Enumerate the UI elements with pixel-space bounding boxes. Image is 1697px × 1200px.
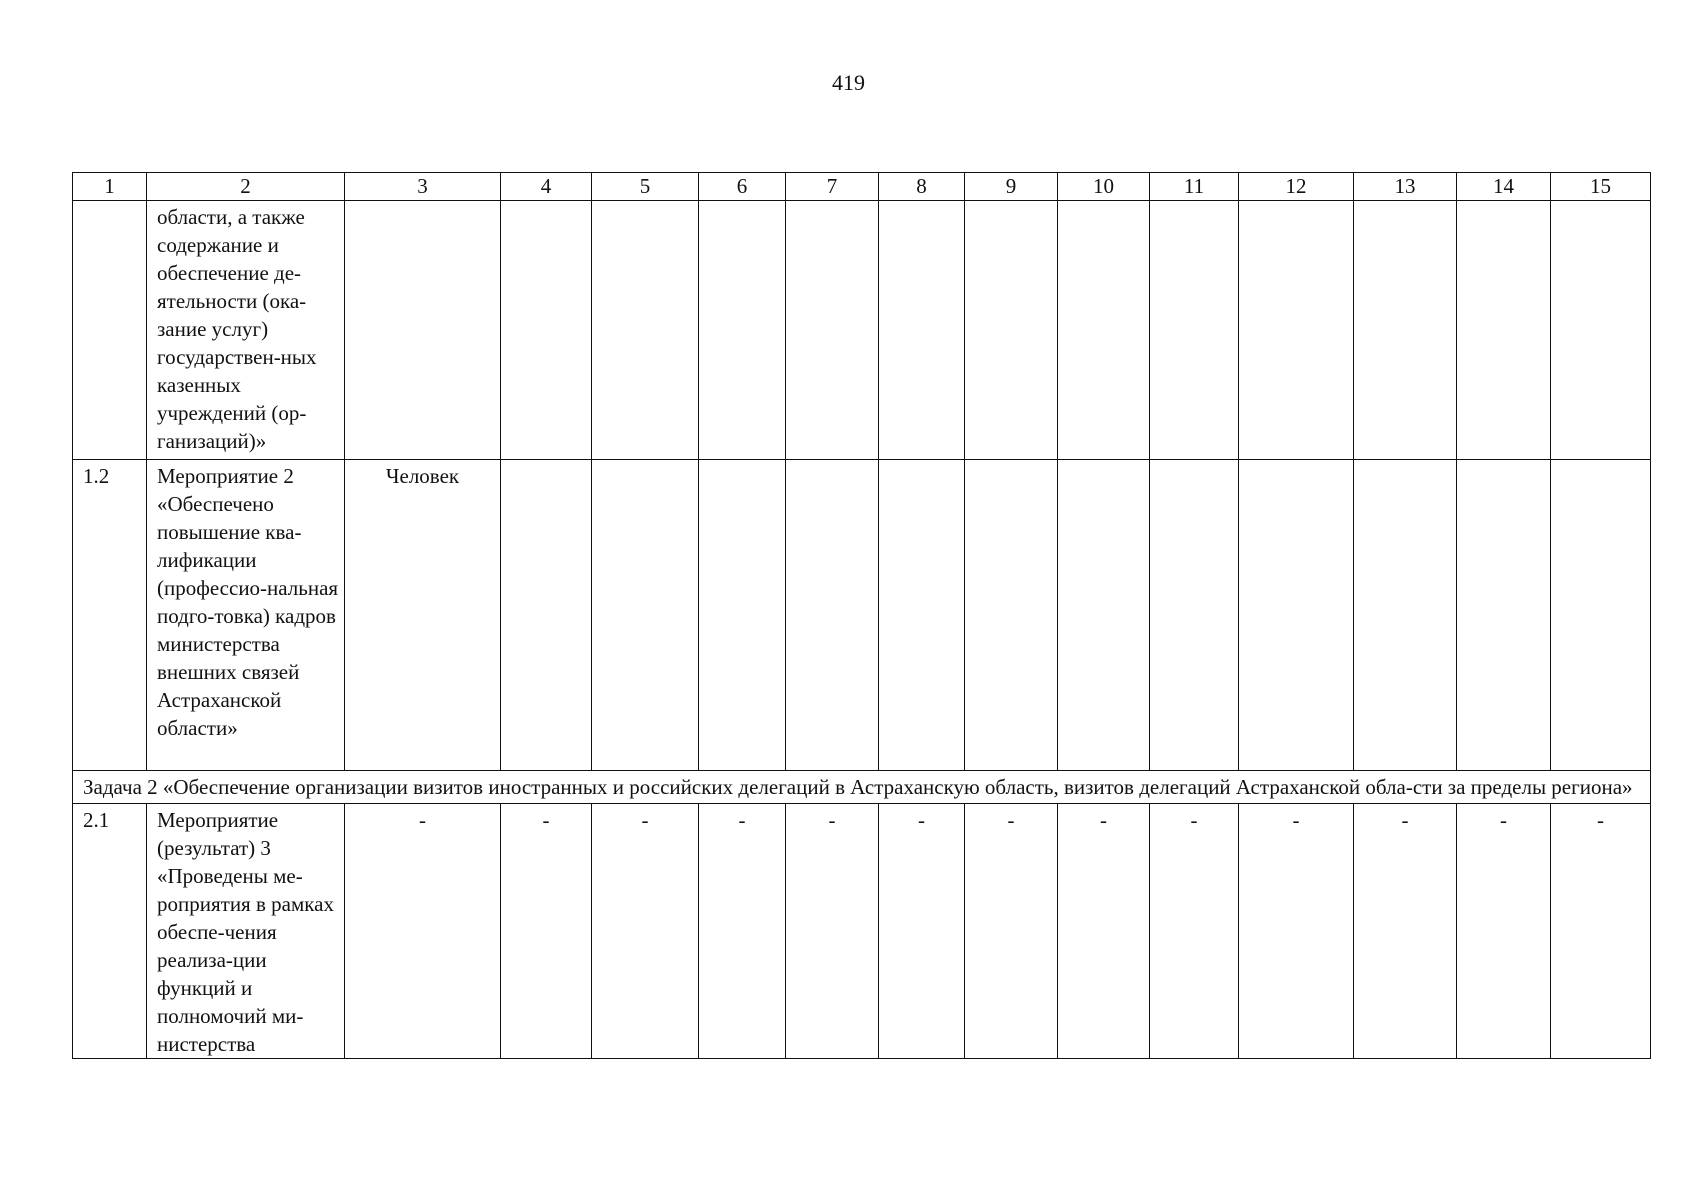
table-cell	[1058, 201, 1150, 460]
value-cell: -	[345, 804, 501, 1059]
table-cell	[1354, 460, 1457, 771]
value-cell: -	[879, 804, 965, 1059]
row-unit: Человек	[345, 460, 501, 771]
column-header: 14	[1457, 173, 1551, 201]
row-number: 1.2	[73, 460, 147, 771]
value-cell: -	[699, 804, 786, 1059]
value-cell: -	[501, 804, 592, 1059]
column-header: 2	[147, 173, 345, 201]
row-name: области, а также содержание и обеспечение де-ятельности (ока-зание услуг) государствен-ных казенных учреждений (ор-ганизаций)»	[147, 201, 345, 460]
column-header: 6	[699, 173, 786, 201]
column-header: 5	[592, 173, 699, 201]
column-header: 1	[73, 173, 147, 201]
table-row	[73, 460, 1651, 771]
table-cell	[1457, 460, 1551, 771]
table-cell	[1551, 201, 1651, 460]
data-table	[72, 172, 1651, 1059]
column-header: 10	[1058, 173, 1150, 201]
column-header: 8	[879, 173, 965, 201]
column-header: 11	[1150, 173, 1239, 201]
column-header-row	[73, 173, 1651, 201]
table-cell	[1354, 201, 1457, 460]
table-row	[73, 804, 1651, 1059]
table-cell	[1239, 201, 1354, 460]
page-number: 419	[832, 70, 865, 95]
row-name: Мероприятие (результат) 3 «Проведены ме-роприятия в рамках обеспе-чения реализа-ции функций и полномочий ми-нистерства	[147, 804, 345, 1059]
value-cell: -	[1354, 804, 1457, 1059]
table-row	[73, 201, 1651, 460]
table-cell	[1150, 201, 1239, 460]
table-cell	[879, 460, 965, 771]
table-cell	[786, 201, 879, 460]
table-cell	[1551, 460, 1651, 771]
table-cell	[965, 460, 1058, 771]
table-cell	[592, 201, 699, 460]
row-number	[73, 201, 147, 460]
column-header: 3	[345, 173, 501, 201]
task-row	[73, 771, 1651, 804]
value-cell: -	[1551, 804, 1651, 1059]
value-cell: -	[965, 804, 1058, 1059]
table-cell	[1457, 201, 1551, 460]
table-cell	[501, 460, 592, 771]
table-cell	[1239, 460, 1354, 771]
row-name: Мероприятие 2 «Обеспечено повышение ква-лификации (профессио-нальная подго-товка) кадров министерства внешних связей Астраханской области»	[147, 460, 345, 771]
value-cell: -	[1150, 804, 1239, 1059]
column-header: 9	[965, 173, 1058, 201]
table-cell	[786, 460, 879, 771]
column-header: 13	[1354, 173, 1457, 201]
value-cell: -	[1239, 804, 1354, 1059]
table-cell	[592, 460, 699, 771]
value-cell: -	[1058, 804, 1150, 1059]
value-cell: -	[1457, 804, 1551, 1059]
table-cell	[1150, 460, 1239, 771]
table-cell	[879, 201, 965, 460]
row-unit	[345, 201, 501, 460]
table-cell	[699, 201, 786, 460]
column-header: 4	[501, 173, 592, 201]
table-cell	[1058, 460, 1150, 771]
task-heading: Задача 2 «Обеспечение организации визитов иностранных и российских делегаций в Астраханскую область, визитов делегаций Астраханской обла-сти за пределы региона»	[73, 771, 1651, 804]
value-cell: -	[786, 804, 879, 1059]
table-cell	[501, 201, 592, 460]
column-header: 7	[786, 173, 879, 201]
column-header: 12	[1239, 173, 1354, 201]
table-cell	[965, 201, 1058, 460]
column-header: 15	[1551, 173, 1651, 201]
value-cell: -	[592, 804, 699, 1059]
table-cell	[699, 460, 786, 771]
row-number: 2.1	[73, 804, 147, 1059]
